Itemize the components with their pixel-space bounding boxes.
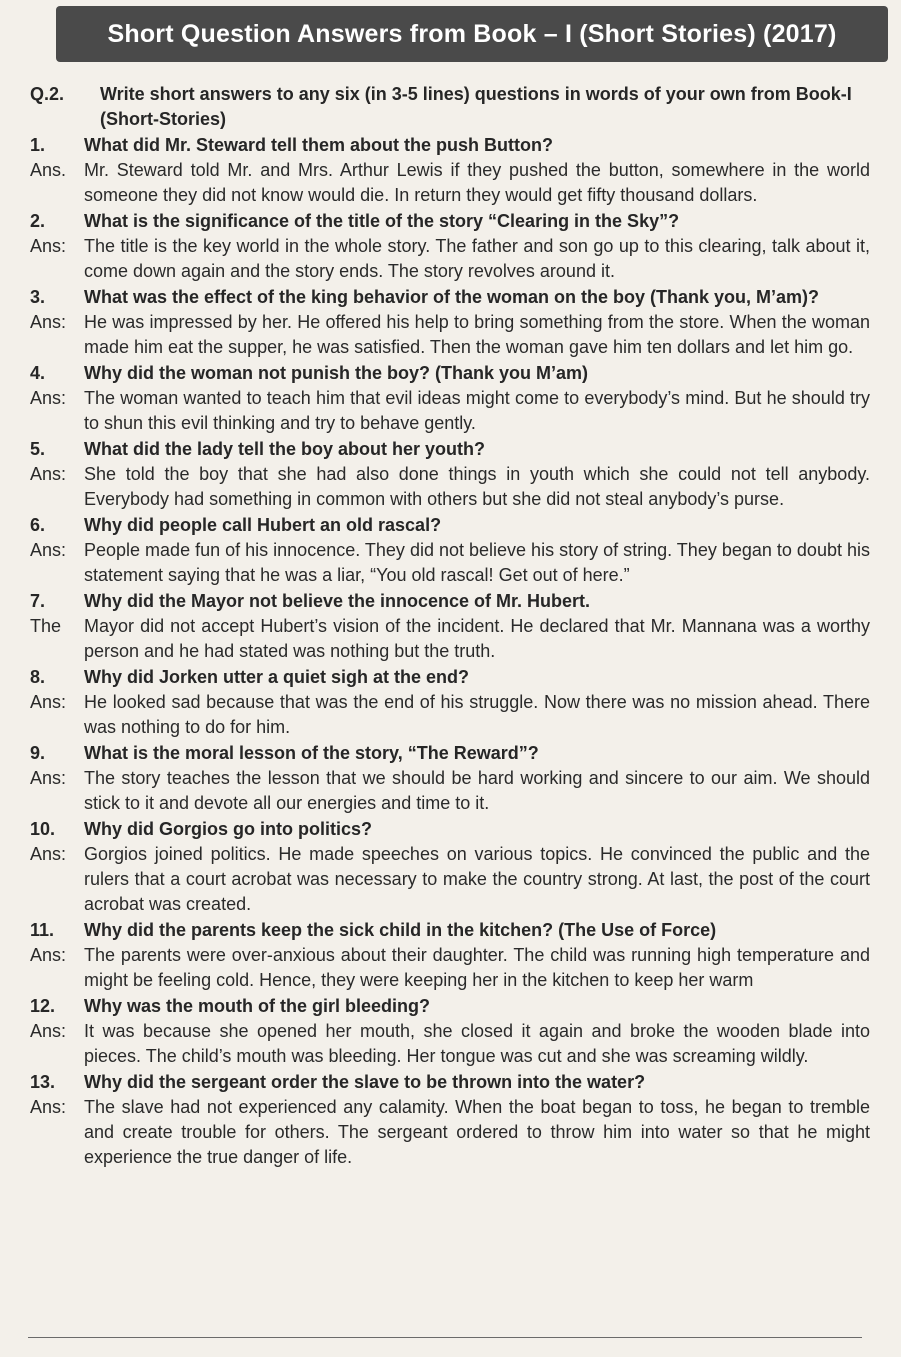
question-item [30, 817, 870, 842]
answer-text: The parents were over-anxious about their daughter. The child was running high temperature and might be feeling cold. Hence, they were keeping her in the kitchen to keep her warm [84, 945, 870, 990]
answer-item [30, 538, 870, 588]
question-number: 9. [30, 743, 46, 763]
answer-text: He was impressed by her. He offered his help to bring something from the store. When the woman made him eat the supper, he was satisfied. Then the woman gave him ten dollars and let him go. [84, 312, 870, 357]
answer-label: Ans: [30, 768, 67, 788]
qa-section [30, 82, 870, 1170]
answer-label: Ans: [30, 1021, 67, 1041]
answer-label: Ans: [30, 236, 67, 256]
answer-label: Ans: [30, 692, 67, 712]
question-text: What is the moral lesson of the story, “The Reward”? [84, 743, 539, 763]
question-text: Why did the Mayor not believe the innocence of Mr. Hubert. [84, 591, 591, 611]
question-text: What did the lady tell the boy about her youth? [84, 439, 486, 459]
answer-item [30, 386, 870, 436]
question-item [30, 513, 870, 538]
page-title: Short Question Answers from Book – I (Short Stories) (2017) [107, 19, 837, 48]
question-item [30, 918, 870, 943]
answer-text: Mayor did not accept Hubert’s vision of the incident. He declared that Mr. Mannana was a worthy person and he had stated was nothing but the truth. [84, 616, 870, 661]
question-item [30, 133, 870, 158]
answer-label: Ans. [30, 160, 67, 180]
question-number: 11. [30, 920, 55, 940]
question-text: Why did the woman not punish the boy? (Thank you M’am) [84, 363, 588, 383]
question-number: 6. [30, 515, 46, 535]
question-text: Why did the parents keep the sick child in the kitchen? (The Use of Force) [84, 920, 717, 940]
answer-text: He looked sad because that was the end of his struggle. Now there was no mission ahead. There was nothing to do for him. [84, 692, 870, 737]
bottom-divider [28, 1337, 862, 1338]
question-number: 13. [30, 1072, 56, 1092]
answer-text: Mr. Steward told Mr. and Mrs. Arthur Lewis if they pushed the button, somewhere in the world someone they did not know would die. In return they would get fifty thousand dollars. [84, 160, 870, 205]
question-text: What is the significance of the title of the story “Clearing in the Sky”? [84, 211, 680, 231]
answer-text: She told the boy that she had also done things in youth which she could not tell anybody. Everybody had something in common with others but she did not steal anybody’s purse. [84, 464, 870, 509]
page-title-banner [56, 6, 888, 62]
question-item [30, 1070, 870, 1095]
answer-item [30, 310, 870, 360]
question-number: 2. [30, 211, 46, 231]
answer-label: Ans: [30, 1097, 67, 1117]
question-item [30, 209, 870, 234]
question-intro [30, 82, 870, 132]
question-number: 4. [30, 363, 46, 383]
question-item [30, 285, 870, 310]
answer-text: It was because she opened her mouth, she closed it again and broke the wooden blade into pieces. The child’s mouth was bleeding. Her tongue was cut and she was screaming wildly. [84, 1021, 870, 1066]
question-number: 1. [30, 135, 46, 155]
answer-item [30, 943, 870, 993]
answer-label: Ans: [30, 540, 67, 560]
answer-text: Gorgios joined politics. He made speeches on various topics. He convinced the public and the rulers that a court acrobat was necessary to make the country strong. At last, the post of the court acrobat was created. [84, 844, 870, 914]
answer-item [30, 766, 870, 816]
answer-item [30, 1095, 870, 1170]
question-item [30, 437, 870, 462]
question-number: 7. [30, 591, 46, 611]
question-number: 12. [30, 996, 56, 1016]
answer-label: Ans: [30, 945, 67, 965]
question-item [30, 589, 870, 614]
qa-list [30, 133, 870, 1170]
answer-text: The woman wanted to teach him that evil ideas might come to everybody’s mind. But he should try to shun this evil thinking and try to behave gently. [84, 388, 870, 433]
question-item [30, 741, 870, 766]
answer-item [30, 158, 870, 208]
question-item [30, 665, 870, 690]
answer-label: Ans: [30, 388, 67, 408]
answer-item [30, 462, 870, 512]
answer-item [30, 690, 870, 740]
answer-item [30, 1019, 870, 1069]
answer-text: The title is the key world in the whole story. The father and son go up to this clearing, talk about it, come down again and the story ends. The story revolves around it. [84, 236, 870, 281]
question-number: 3. [30, 287, 46, 307]
question-text: Why was the mouth of the girl bleeding? [84, 996, 430, 1016]
question-instruction: Write short answers to any six (in 3-5 lines) questions in words of your own from Book-I (Short-Stories) [100, 84, 852, 129]
question-label: Q.2. [30, 84, 65, 104]
answer-label: Ans: [30, 464, 67, 484]
question-text: Why did people call Hubert an old rascal? [84, 515, 442, 535]
question-text: Why did Jorken utter a quiet sigh at the end? [84, 667, 470, 687]
answer-text: The story teaches the lesson that we should be hard working and sincere to our aim. We should stick to it and devote all our energies and time to it. [84, 768, 870, 813]
question-number: 8. [30, 667, 46, 687]
answer-text: People made fun of his innocence. They did not believe his story of string. They began to doubt his statement saying that he was a liar, “You old rascal! Get out of here.” [84, 540, 870, 585]
answer-item [30, 842, 870, 917]
question-item [30, 361, 870, 386]
answer-item [30, 234, 870, 284]
question-text: Why did the sergeant order the slave to be thrown into the water? [84, 1072, 646, 1092]
answer-label: The [30, 616, 62, 636]
question-text: Why did Gorgios go into politics? [84, 819, 372, 839]
question-item [30, 994, 870, 1019]
answer-label: Ans: [30, 312, 67, 332]
answer-text: The slave had not experienced any calamity. When the boat began to toss, he began to tremble and create trouble for others. The sergeant ordered to throw him into water so that he might experience the true danger of life. [84, 1097, 870, 1167]
answer-label: Ans: [30, 844, 67, 864]
answer-item [30, 614, 870, 664]
question-text: What was the effect of the king behavior of the woman on the boy (Thank you, M’am)? [84, 287, 820, 307]
question-number: 5. [30, 439, 46, 459]
question-number: 10. [30, 819, 56, 839]
question-text: What did Mr. Steward tell them about the push Button? [84, 135, 553, 155]
